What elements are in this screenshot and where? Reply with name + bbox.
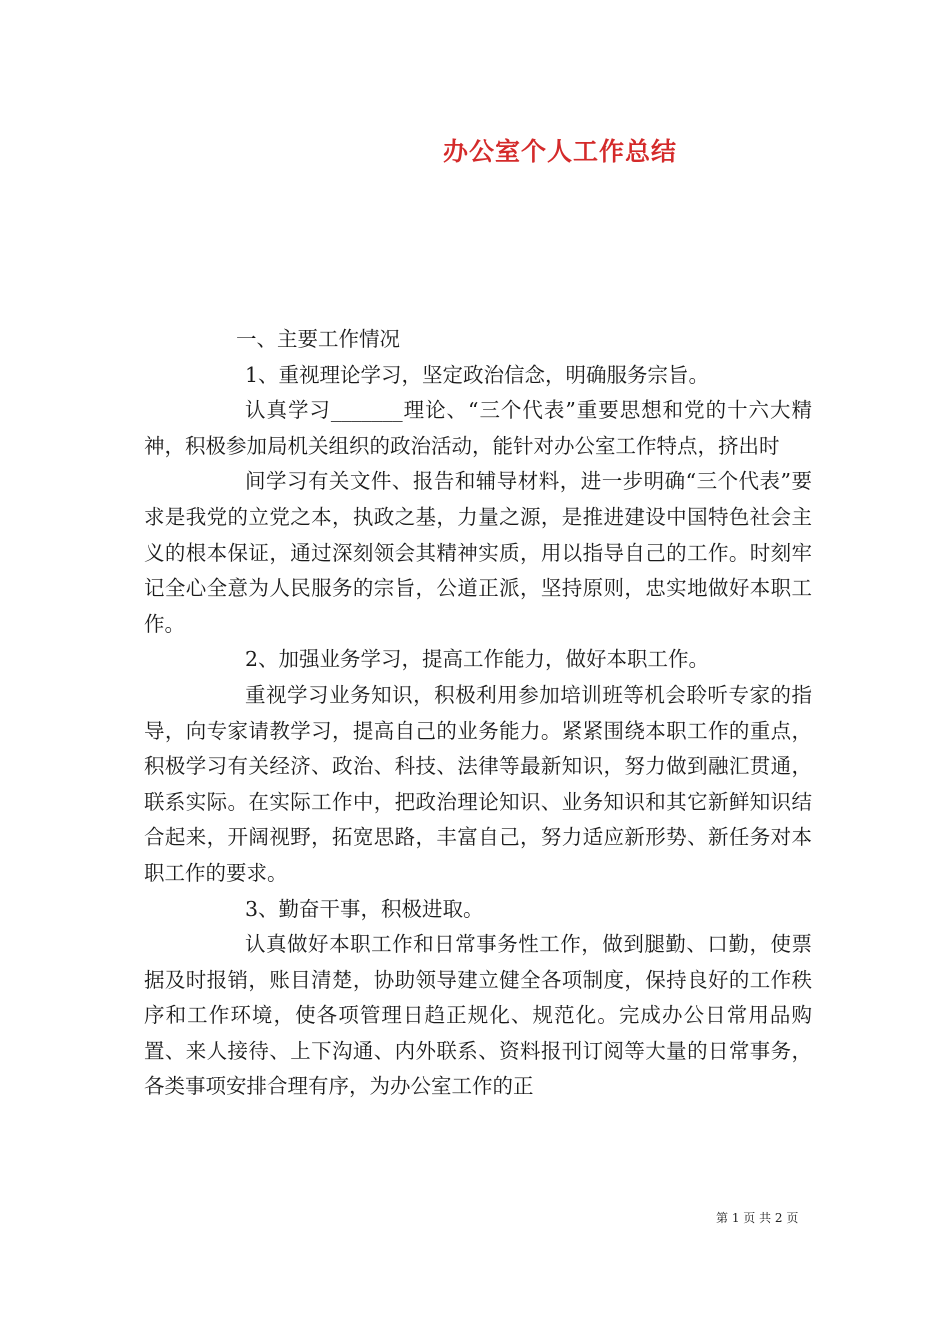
- item3-paragraph: 认真做好本职工作和日常事务性工作，做到腿勤、口勤，使票据及时报销，账目清楚，协助领导建立健全各项制度，保持良好的工作秩序和工作环境，使各项管理日趋正规化、规范化。完成办公日常用品购置、来人接待、上下沟通、内外联系、资料报刊订阅等大量的日常事务，各类事项安排合理有序，为办公室工作的正: [144, 932, 812, 1099]
- item1-paragraph-2: 间学习有关文件、报告和辅导材料，进一步明确“三个代表”要求是我党的立党之本，执政之基，力量之源，是推进建设中国特色社会主义的根本保证，通过深刻领会其精神实质，用以指导自己的工作。时刻牢记全心全意为人民服务的宗旨，公道正派，坚持原则，忠实地做好本职工作。: [144, 469, 812, 636]
- item1-paragraph-1: 认真学习_______理论、“三个代表”重要思想和党的十六大精神，积极参加局机关组织的政治活动，能针对办公室工作特点，挤出时: [144, 398, 812, 458]
- document-body: [144, 322, 812, 1105]
- section-heading: 一、主要工作情况: [236, 327, 400, 351]
- document-title: 办公室个人工作总结: [442, 137, 677, 166]
- item2-heading: 2、加强业务学习，提高工作能力，做好本职工作。: [245, 647, 710, 672]
- item2-paragraph: 重视学习业务知识，积极利用参加培训班等机会聆听专家的指导，向专家请教学习，提高自己的业务能力。紧紧围绕本职工作的重点，积极学习有关经济、政治、科技、法律等最新知识，努力做到融汇贯通，联系实际。在实际工作中，把政治理论知识、业务知识和其它新鲜知识结合起来，开阔视野，拓宽思路，丰富自己，努力适应新形势、新任务对本职工作的要求。: [144, 682, 812, 885]
- page-indicator: 第 1 页 共 2 页: [716, 1211, 799, 1225]
- item3-heading: 3、勤奋干事，积极进取。: [245, 896, 484, 921]
- item1-heading: 1、重视理论学习，坚定政治信念，明确服务宗旨。: [245, 362, 710, 387]
